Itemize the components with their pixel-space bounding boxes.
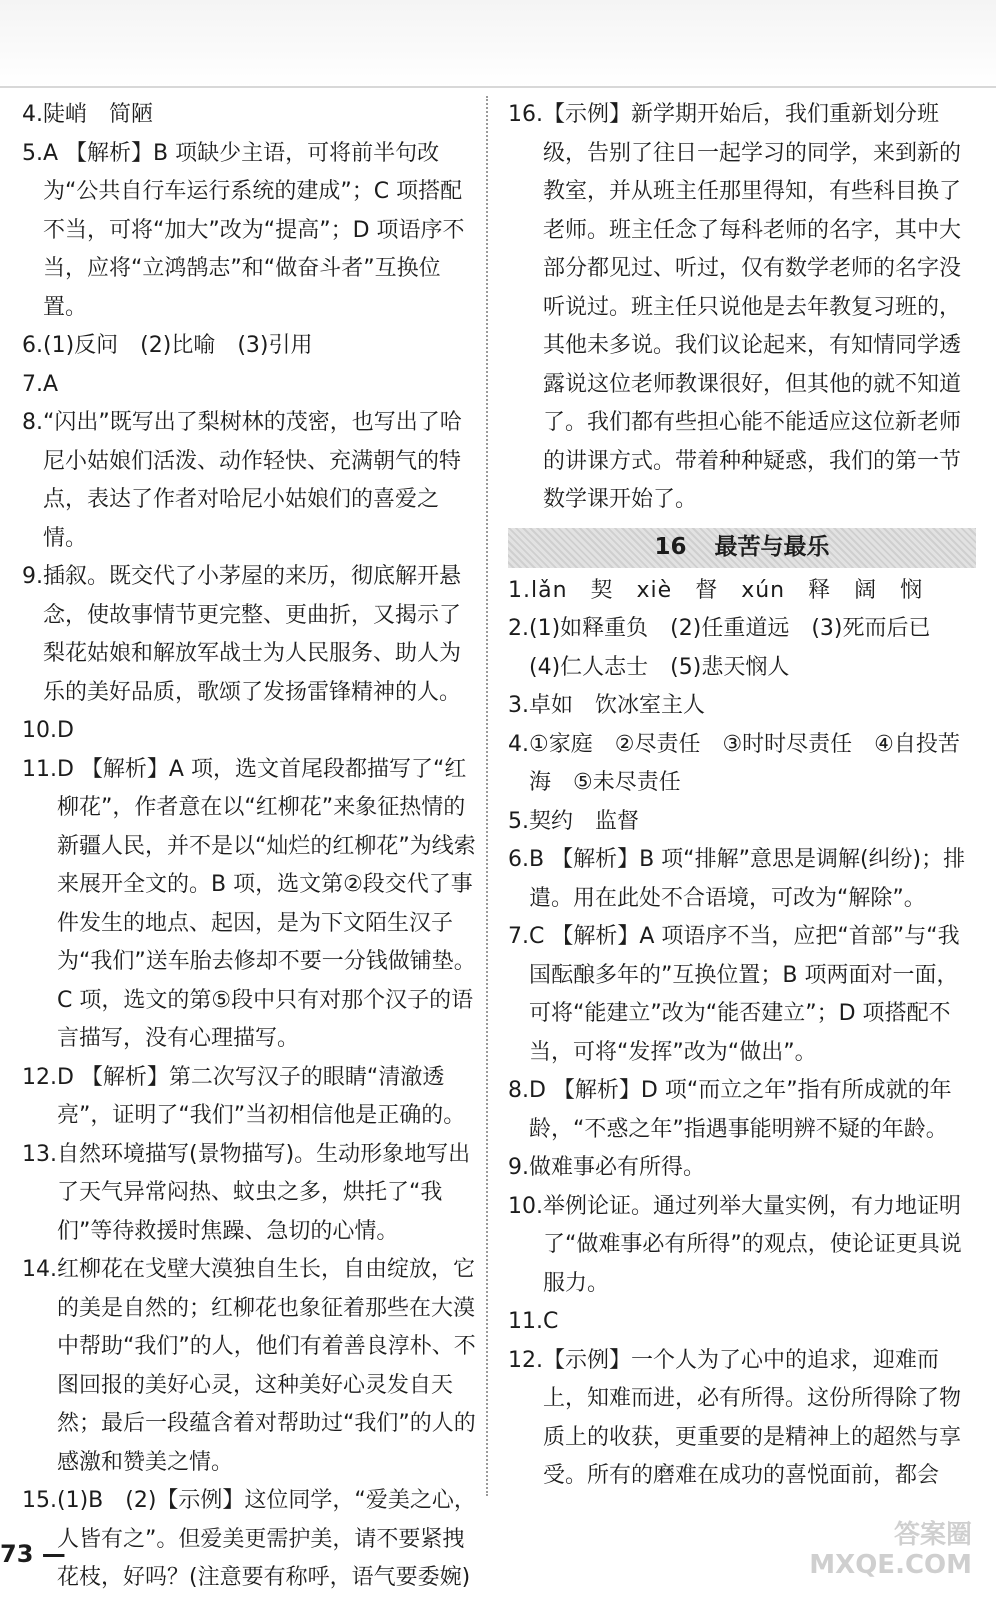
answer-item bbox=[508, 687, 976, 726]
item-text: 做难事必有所得。 bbox=[529, 1155, 706, 1180]
item-number: 5. bbox=[508, 808, 529, 834]
answer-item bbox=[22, 135, 478, 328]
item-text: 卓如 饮冰室主人 bbox=[529, 693, 706, 718]
item-number: 12. bbox=[508, 1347, 543, 1373]
answer-item bbox=[508, 1188, 976, 1304]
item-number: 8. bbox=[508, 1078, 529, 1103]
item-text: 插叙。既交代了小茅屋的来历，彻底解开悬念，使故事情节更完整、更曲折，又揭示了梨花姑娘和解放军战士为人民服务、助人为乐的美好品质，歌颂了发扬雷锋精神的人。 bbox=[43, 564, 462, 705]
item-number: 13. bbox=[22, 1141, 57, 1167]
answer-item bbox=[508, 1342, 976, 1496]
section-number: 16 bbox=[654, 534, 687, 561]
answer-item bbox=[508, 96, 976, 520]
item-number: 7. bbox=[508, 924, 529, 949]
answer-item bbox=[508, 841, 976, 918]
answer-item bbox=[22, 327, 478, 366]
section-title: 最苦与最乐 bbox=[714, 534, 830, 561]
answer-item bbox=[22, 1059, 478, 1136]
answer-item bbox=[508, 803, 976, 842]
item-text: (1)B (2)【示例】这位同学，“爱美之心，人皆有之”。但爱美更需护美，请不要紧拽花枝，好吗？(注意要有称呼，语气要委婉) bbox=[57, 1488, 476, 1590]
item-number: 3. bbox=[508, 693, 529, 718]
item-number: 2. bbox=[508, 616, 529, 641]
answer-item bbox=[22, 404, 478, 558]
answer-item bbox=[22, 366, 478, 405]
item-number: 5. bbox=[22, 140, 43, 166]
answer-item bbox=[22, 96, 478, 135]
answer-item bbox=[508, 1072, 976, 1149]
item-number: 8. bbox=[22, 410, 43, 435]
watermark-text-url: MXQE.COM bbox=[809, 1550, 972, 1580]
item-text: D 【解析】A 项，选文首尾段都描写了“红柳花”，作者意在以“红柳花”来象征热情的新疆人民，并不是以“灿烂的红柳花”为线索来展开全文的。B 项，选文第②段交代了事件发生的地点、起因，是为下文陌生汉子为“我们”送车胎去修却不要一分钱做铺垫。C 项，选文的第⑤段中只有对那个汉子的语言描写，没有心理描写。 bbox=[57, 756, 476, 1051]
item-text: A 【解析】B 项缺少主语，可将前半句改为“公共自行车运行系统的建成”；C 项搭配不当，可将“加大”改为“提高”；D 项语序不当，应将“立鸿鹄志”和“做奋斗者”互换位置。 bbox=[43, 140, 465, 320]
item-text: 红柳花在戈壁大漠独自生长，自由绽放，它的美是自然的；红柳花也象征着那些在大漠中帮助“我们”的人，他们有着善良淳朴、不图回报的美好心灵，这种美好心灵发自天然；最后一段蕴含着对帮助过“我们”的人的感激和赞美之情。 bbox=[57, 1257, 476, 1475]
item-number: 12. bbox=[22, 1064, 57, 1090]
item-number: 14. bbox=[22, 1257, 57, 1282]
answer-item bbox=[22, 1251, 478, 1482]
top-header-band bbox=[0, 0, 996, 88]
item-text: 陡峭 简陋 bbox=[43, 102, 154, 127]
item-number: 6. bbox=[508, 847, 529, 872]
answer-item bbox=[508, 1149, 976, 1188]
item-text: C bbox=[543, 1309, 559, 1334]
item-text: 举例论证。通过列举大量实例，有力地证明了“做难事必有所得”的观点，使论证更具说服力。 bbox=[543, 1193, 962, 1296]
item-number: 4. bbox=[22, 102, 43, 127]
item-text: (1)反问 (2)比喻 (3)引用 bbox=[43, 333, 313, 358]
item-text: lǎn 契 xiè 督 xún 释 阔 悯 bbox=[531, 577, 924, 603]
item-number: 1. bbox=[508, 577, 531, 603]
item-number: 10. bbox=[508, 1193, 543, 1219]
item-number: 15. bbox=[22, 1488, 57, 1513]
item-text: 【示例】一个人为了心中的追求，迎难而上，知难而进，必有所得。这份所得除了物质上的收获，更重要的是精神上的超然与享受。所有的磨难在成功的喜悦面前，都会 bbox=[543, 1347, 962, 1488]
item-number: 11. bbox=[22, 756, 57, 782]
column-divider bbox=[486, 96, 488, 1496]
answer-item bbox=[508, 726, 976, 803]
watermark-text-cn: 答案圈 bbox=[893, 1520, 972, 1550]
item-text: A bbox=[43, 371, 59, 397]
answer-item bbox=[22, 751, 478, 1059]
header-rule bbox=[0, 86, 996, 88]
item-text: D bbox=[57, 718, 74, 743]
item-number: 4. bbox=[508, 731, 529, 757]
item-text: “闪出”既写出了梨树林的茂密，也写出了哈尼小姑娘们活泼、动作轻快、充满朝气的特点，表达了作者对哈尼小姑娘们的喜爱之情。 bbox=[43, 410, 462, 551]
answer-item bbox=[22, 712, 478, 751]
item-number: 9. bbox=[508, 1155, 529, 1180]
item-text: 契约 监督 bbox=[529, 808, 640, 834]
answer-item bbox=[508, 610, 976, 687]
answer-item bbox=[22, 558, 478, 712]
item-number: 7. bbox=[22, 371, 43, 397]
item-text: (1)如释重负 (2)任重道远 (3)死而后已 (4)仁人志士 (5)悲天悯人 bbox=[529, 616, 953, 680]
answer-item bbox=[508, 918, 976, 1072]
item-number: 16. bbox=[508, 102, 543, 127]
answer-item bbox=[508, 1303, 976, 1342]
watermark-logo bbox=[722, 1520, 972, 1592]
item-text: 【示例】新学期开始后，我们重新划分班级，告别了往日一起学习的同学，来到新的教室，并从班主任那里得知，有些科目换了老师。班主任念了每科老师的名字，其中大部分都见过、听过，仅有数学老师的名字没听说过。班主任只说他是去年教复习班的，其他未多说。我们议论起来，有知情同学透露说这位老师教课很好，但其他的就不知道了。我们都有些担心能不能适应这位新老师的讲课方式。带着种种疑惑，我们的第一节数学课开始了。 bbox=[543, 102, 962, 512]
item-number: 9. bbox=[22, 564, 43, 589]
answer-item bbox=[22, 1482, 478, 1598]
page-number: 73 — bbox=[0, 1540, 66, 1568]
item-number: 6. bbox=[22, 333, 43, 358]
item-text: D 【解析】第二次写汉子的眼睛“清澈透亮”，证明了“我们”当初相信他是正确的。 bbox=[57, 1064, 466, 1128]
item-text: B 【解析】B 项“排解”意思是调解(纠纷)；排遣。用在此处不合语境，可改为“解除”。 bbox=[529, 847, 966, 911]
answer-item bbox=[22, 1136, 478, 1252]
item-text: C 【解析】A 项语序不当，应把“首部”与“我国酝酿多年的”互换位置；B 项两面对一面，可将“能建立”改为“能否建立”；D 项搭配不当，可将“发挥”改为“做出”。 bbox=[529, 924, 960, 1065]
item-number: 11. bbox=[508, 1309, 543, 1334]
item-text: 自然环境描写(景物描写)。生动形象地写出了天气异常闷热、蚊虫之多，烘托了“我们”等待救援时焦躁、急切的心情。 bbox=[57, 1141, 471, 1244]
item-number: 10. bbox=[22, 718, 57, 743]
left-column bbox=[22, 96, 478, 1598]
answer-item bbox=[508, 572, 976, 611]
item-text: ①家庭 ②尽责任 ③时时尽责任 ④自投苦海 ⑤未尽责任 bbox=[529, 731, 960, 795]
section-banner bbox=[508, 528, 976, 568]
right-column bbox=[508, 96, 976, 1496]
item-text: D 【解析】D 项“而立之年”指有所成就的年龄，“不惑之年”指遇事能明辨不疑的年龄。 bbox=[529, 1078, 952, 1142]
